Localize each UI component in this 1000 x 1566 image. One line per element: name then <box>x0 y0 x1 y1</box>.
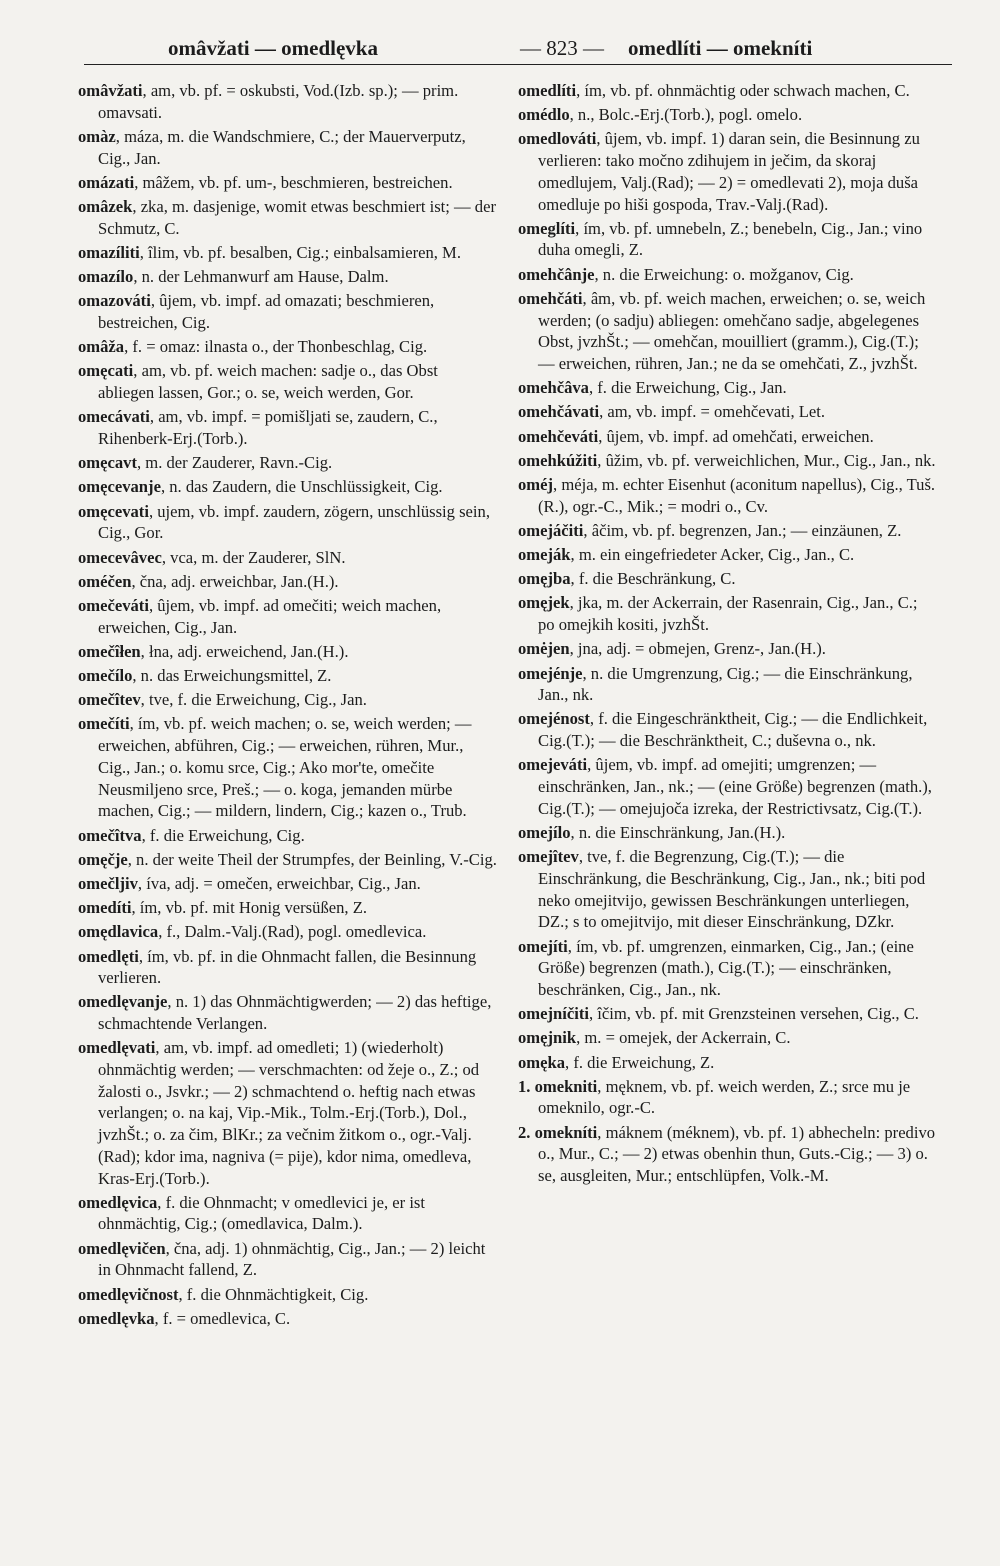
entry-headword: omedlęvičnost <box>78 1284 179 1304</box>
entry-definition: , m. der Zauderer, Ravn.-Cig. <box>136 453 333 473</box>
dictionary-entry <box>78 360 498 403</box>
dictionary-entry <box>78 1308 498 1330</box>
dictionary-entry <box>518 592 938 635</box>
entry-headword: omazílo <box>78 267 134 287</box>
dictionary-entry <box>78 689 498 711</box>
entry-definition: , jna, adj. = obmejen, Grenz-, Jan.(H.). <box>569 639 826 659</box>
entry-headword: omehčâva <box>518 378 589 398</box>
dictionary-entry <box>78 452 498 474</box>
entry-definition: , ûjem, vb. impf. ad omečiti; weich machen, erweichen, Cig., Jan. <box>98 595 442 637</box>
dictionary-entry <box>78 126 498 169</box>
dictionary-entry <box>78 849 498 871</box>
entry-headword: omehčânje <box>518 264 595 284</box>
dictionary-entry <box>78 1238 498 1281</box>
entry-headword: omâzek <box>78 197 133 217</box>
entry-definition: , n. die Einschränkung, Jan.(H.). <box>570 823 786 842</box>
entry-definition: , vca, m. der Zauderer, SlN. <box>161 547 346 567</box>
dictionary-entry <box>518 846 938 933</box>
dictionary-entry <box>518 754 938 819</box>
dictionary-entry <box>78 873 498 895</box>
entry-headword: omehkúžiti <box>518 450 598 470</box>
entry-definition: , n., Bolc.-Erj.(Torb.), pogl. omelo. <box>569 105 803 125</box>
dictionary-entry <box>518 401 938 423</box>
entry-definition: , f. = omaz: ilnasta o., der Thonbeschlag, Cig. <box>124 337 428 357</box>
entry-headword: omedlęvka <box>78 1308 155 1328</box>
entry-definition: , ûjem, vb. impf. ad omehčati, erweichen. <box>598 426 874 446</box>
entry-definition: , f. die Ohnmächtigkeit, Cig. <box>178 1284 369 1304</box>
dictionary-entry <box>78 946 498 989</box>
dictionary-entry <box>518 218 938 261</box>
dictionary-entry <box>518 822 938 844</box>
entry-definition: , máza, m. die Wandschmiere, C.; der Mauerverputz, Cig., Jan. <box>98 126 466 168</box>
entry-definition: , n. das Erweichungsmittel, Z. <box>132 666 332 686</box>
entry-headword: omęcevanje <box>78 477 161 497</box>
entry-definition: , tve, f. die Erweichung, Cig., Jan. <box>140 690 367 710</box>
dictionary-entry <box>518 264 938 286</box>
entry-headword: omeglíti <box>518 218 576 238</box>
entry-definition: , íva, adj. = omečen, erweichbar, Cig., Jan. <box>137 873 421 893</box>
dictionary-entry <box>78 476 498 498</box>
dictionary-entry <box>518 1076 938 1119</box>
dictionary-entry <box>518 450 938 472</box>
entry-definition: , łna, adj. erweichend, Jan.(H.). <box>140 641 349 661</box>
entry-definition: , čna, adj. 1) ohnmächtig, Cig., Jan.; — 2) leicht in Ohnmacht fallend, Z. <box>98 1238 486 1280</box>
dictionary-entry <box>78 336 498 358</box>
entry-headword: omedlęti <box>78 946 139 966</box>
dictionary-entry <box>78 406 498 449</box>
left-column <box>78 80 498 1332</box>
entry-definition: , f. die Eingeschränktheit, Cig.; — die Endlichkeit, Cig.(T.); — die Beschränktheit, C.; duševna o., nk. <box>538 709 928 751</box>
dictionary-entry <box>78 1284 498 1306</box>
entry-headword: omečîtva <box>78 825 142 845</box>
entry-definition: , f. die Erweichung, Z. <box>565 1052 715 1072</box>
dictionary-entry <box>518 80 938 102</box>
dictionary-entry <box>78 196 498 239</box>
entry-headword: omečeváti <box>78 595 149 615</box>
entry-definition: , ím, vb. pf. umnebeln, Z.; benebeln, Cig., Jan.; vino duha omegli, Z. <box>538 218 923 260</box>
entry-headword: omečljiv <box>78 873 138 893</box>
entry-headword: omehčávati <box>518 402 600 422</box>
dictionary-entry <box>518 936 938 1001</box>
entry-headword: omecávati <box>78 407 150 427</box>
entry-definition: , n. der weite Theil der Strumpfes, der Beinling, V.-Cig. <box>127 849 497 869</box>
entry-headword: omęcati <box>78 361 134 381</box>
entry-headword: omàz <box>78 126 116 146</box>
entry-headword: omedlęvica <box>78 1192 158 1212</box>
entry-headword: omęjba <box>518 569 571 589</box>
entry-headword: omejíti <box>518 936 568 956</box>
entry-headword: omęjnik <box>518 1028 577 1048</box>
entry-headword: omedlováti <box>518 129 597 149</box>
entry-definition: , mâžem, vb. pf. um-, beschmieren, bestreichen. <box>134 172 453 192</box>
dictionary-entry <box>78 172 498 194</box>
header-rule <box>84 64 952 65</box>
dictionary-entry <box>518 663 938 706</box>
entry-headword: omedlęvanje <box>78 992 168 1012</box>
dictionary-entry <box>78 825 498 847</box>
dictionary-entry <box>518 474 938 517</box>
entry-headword: omęjek <box>518 593 570 613</box>
entry-definition: , ím, vb. pf. mit Honig versüßen, Z. <box>131 898 367 918</box>
entry-headword: omečîłen <box>78 641 141 661</box>
entry-definition: , n. der Lehmanwurf am Hause, Dalm. <box>133 267 389 287</box>
entry-definition: , ûjem, vb. impf. 1) daran sein, die Besinnung zu verlieren: tako močno zdihujem in ječim, da skoraj omedlujem, Valj.(Rad); — 2) = omedlevati 2), moja duša omedluje po hiši gospoda, Trav.-Valj.(Rad). <box>538 129 920 214</box>
entry-definition: , am, vb. pf. weich machen: sadje o., das Obst abliegen lassen, Gor.; o. se, weich werden, Gor. <box>98 361 438 403</box>
entry-headword: omęčje <box>78 849 128 869</box>
page-header <box>80 28 950 64</box>
entry-headword: omeják <box>518 545 571 565</box>
entry-definition: , jka, m. der Ackerrain, der Rasenrain, Cig., Jan., C.; po omejkih kositi, jvzhŠt. <box>538 593 918 635</box>
entry-headword: omedlíti <box>518 81 577 100</box>
entry-definition: , am, vb. impf. ad omedleti; 1) (wiederholt) ohnmächtig werden; — verschmachten: od žeje o., Z.; od žalosti o., Jsvkr.; — 2) schmachtend o. heftig nach etwas verlangen; o. na kaj, Vip.-Mik., Tolm.-Erj.(Torb.), Dol., jvzhŠt.; o. za čim, BlKr.; za večnim žitkom o., ogr.-Valj.(Rad); kdor ima, nagniva (= pije), kdor nima, omedleva, Kras-Erj.(Torb.). <box>98 1038 480 1188</box>
entry-definition: , n. die Erweichung: o. možganov, Cig. <box>594 264 854 284</box>
entry-headword: oméčen <box>78 571 132 591</box>
dictionary-entry <box>518 708 938 751</box>
entry-definition: , âčim, vb. pf. begrenzen, Jan.; — einzäunen, Z. <box>583 520 902 540</box>
entry-definition: , m. = omejek, der Ackerrain, C. <box>576 1028 791 1048</box>
entry-headword: omęka <box>518 1052 566 1072</box>
entry-headword: omejeváti <box>518 755 588 775</box>
entry-headword: omedíti <box>78 898 132 918</box>
entry-definition: , n. das Zaudern, die Unschlüssigkeit, Cig. <box>160 477 443 497</box>
entry-headword: omejníčiti <box>518 1004 589 1024</box>
entry-definition: , n. 1) das Ohnmächtigwerden; — 2) das heftige, schmachtende Verlangen. <box>98 992 492 1034</box>
dictionary-entry <box>78 266 498 288</box>
dictionary-entry <box>518 128 938 215</box>
entry-headword: omázati <box>78 172 135 192</box>
entry-headword: omęcavt <box>78 453 137 473</box>
entry-definition: , ím, vb. pf. weich machen; o. se, weich werden; — erweichen, abführen, Cig.; — erweichen, rühren, Mur., Cig., Jan.; o. komu srce, Cig.; Ako mor'te, omečite Neusmiljeno srce, Preš.; — o. koga, jemanden mürbe machen, Cig.; — mildern, lindern, Cig.; kazen o., Trub. <box>98 714 472 821</box>
entry-headword: omazíliti <box>78 242 140 262</box>
entry-definition: , f. die Erweichung, Cig. <box>141 825 305 845</box>
entry-definition: , zka, m. dasjenige, womit etwas beschmiert ist; — der Schmutz, C. <box>98 197 496 238</box>
dictionary-entry <box>518 377 938 399</box>
dictionary-entry <box>78 595 498 638</box>
dictionary-entry <box>78 921 498 943</box>
entry-definition: , am, vb. impf. = omehčevati, Let. <box>599 402 826 422</box>
dictionary-entry <box>78 713 498 822</box>
dictionary-entry <box>518 1003 938 1025</box>
entry-headword: omehčáti <box>518 288 583 308</box>
entry-headword: omejílo <box>518 823 571 842</box>
dictionary-entry <box>518 568 938 590</box>
entry-headword: omazováti <box>78 291 151 311</box>
dictionary-entry <box>518 1052 938 1074</box>
entry-headword: omédlo <box>518 105 570 125</box>
header-left-guideword: omâvžati — omedlęvka <box>168 36 378 60</box>
dictionary-entry <box>78 242 498 264</box>
entry-headword: omehčeváti <box>518 426 599 446</box>
entry-headword: omâža <box>78 337 125 357</box>
dictionary-entry <box>78 1037 498 1189</box>
entry-definition: , ím, vb. pf. umgrenzen, einmarken, Cig., Jan.; (eine Größe) begrenzen (math.), Cig.(T.); — einschränken, beschränken, Cig., Jan., nk. <box>538 936 914 999</box>
entry-definition: , f. die Beschränkung, C. <box>570 569 736 589</box>
entry-definition: , îlim, vb. pf. besalben, Cig.; einbalsamieren, M. <box>139 242 461 262</box>
entry-headword: oméj <box>518 474 554 494</box>
dictionary-entry <box>78 991 498 1034</box>
dictionary-entry <box>518 288 938 375</box>
entry-headword: omęcevati <box>78 501 149 521</box>
dictionary-entry <box>518 426 938 448</box>
entry-headword: omędlavica <box>78 922 159 942</box>
dictionary-entry <box>518 544 938 566</box>
dictionary-entry <box>78 897 498 919</box>
entry-headword: omečílo <box>78 666 133 686</box>
entry-definition: , čna, adj. erweichbar, Jan.(H.). <box>131 571 339 591</box>
entry-headword: omejáčiti <box>518 520 584 540</box>
dictionary-entry <box>518 1122 938 1187</box>
dictionary-entry <box>518 1027 938 1049</box>
entry-definition: , ím, vb. pf. ohnmächtig oder schwach machen, C. <box>576 81 910 100</box>
entry-definition: , męknem, vb. pf. weich werden, Z.; srce mu je omeknilo, ogr.-C. <box>538 1076 911 1118</box>
header-right-guideword: omedlíti — omekníti <box>628 36 813 60</box>
dictionary-entry <box>78 665 498 687</box>
entry-headword: omedlęvati <box>78 1038 156 1058</box>
entry-definition: , ûjem, vb. impf. ad omazati; beschmieren, bestreichen, Cig. <box>98 291 435 333</box>
entry-definition: , n. die Umgrenzung, Cig.; — die Einschränkung, Jan., nk. <box>538 663 913 705</box>
entry-definition: , f., Dalm.-Valj.(Rad), pogl. omedlevica. <box>158 922 427 942</box>
entry-definition: , f. die Ohnmacht; v omedlevici je, er ist ohnmächtig, Cig.; (omedlavica, Dalm.). <box>98 1192 425 1234</box>
right-column <box>518 80 938 1189</box>
dictionary-entry <box>518 104 938 126</box>
page-number: — 823 — <box>520 36 604 60</box>
entry-headword: 1. omekniti <box>518 1076 598 1096</box>
entry-headword: omâvžati <box>78 81 143 100</box>
entry-headword: omecevâvec <box>78 547 162 567</box>
dictionary-entry <box>78 641 498 663</box>
entry-headword: omejénost <box>518 709 590 729</box>
dictionary-entry <box>518 520 938 542</box>
entry-headword: omejîtev <box>518 847 579 867</box>
dictionary-entry <box>518 638 938 660</box>
dictionary-entry <box>78 80 498 123</box>
entry-definition: , f. die Erweichung, Cig., Jan. <box>588 378 787 398</box>
entry-definition: , ûjem, vb. impf. ad omejiti; umgrenzen; — einschränken, Jan., nk.; — (eine Größe) begrenzen (math.), Cig.(T.); — omejujoča izreka, der Restrictivsatz, Cig.(T.). <box>538 755 932 818</box>
entry-definition: , am, vb. impf. = pomišljati se, zaudern, C., Rihenberk-Erj.(Torb.). <box>98 407 438 449</box>
entry-definition: , âm, vb. pf. weich machen, erweichen; o. se, weich werden; (o sadju) abliegen: omehčano sadje, abgelegenes Obst, jvzhŠt.; — omehčan, mouilliert (gramm.), Cig.(T.); — erweichen, rühren, Jan.; ne da se omehčati, Z., jvzhŠt. <box>538 288 926 373</box>
entry-definition: , m. ein eingefriedeter Acker, Cig., Jan., C. <box>570 545 855 565</box>
entry-headword: omečíti <box>78 714 130 734</box>
entry-definition: , f. = omedlevica, C. <box>154 1308 291 1328</box>
dictionary-entry <box>78 571 498 593</box>
dictionary-entry <box>78 501 498 544</box>
entry-headword: omėjen <box>518 639 570 659</box>
dictionary-entry <box>78 547 498 569</box>
entry-headword: 2. omekníti <box>518 1122 598 1142</box>
entry-definition: , tve, f. die Begrenzung, Cig.(T.); — die Einschränkung, die Beschränkung, Cig., Jan., nk.; biti pod neko omejitvijo, gewissen Beschränkungen unterliegen, DZ.; s to omejitvijo, mit dieser Einschränkung, DZkr. <box>538 847 926 932</box>
entry-definition: , ujem, vb. impf. zaudern, zögern, unschlüssig sein, Cig., Gor. <box>98 501 490 543</box>
entry-definition: , îčim, vb. pf. mit Grenzsteinen versehen, Cig., C. <box>588 1004 919 1024</box>
entry-headword: omejénje <box>518 663 583 683</box>
entry-headword: omečîtev <box>78 690 141 710</box>
entry-definition: , méja, m. echter Eisenhut (aconitum napellus), Cig., Tuš.(R.), ogr.-C., Mik.; = modri o., Cv. <box>538 474 936 516</box>
entry-definition: , ím, vb. pf. in die Ohnmacht fallen, die Besinnung verlieren. <box>98 946 477 988</box>
entry-definition: , máknem (méknem), vb. pf. 1) abhecheln: predivo o., Mur., C.; — 2) etwas obenhin thun, Guts.-Cig.; — 3) o. se, ausgleiten, Mur.; entschlüpfen, Volk.-M. <box>538 1122 936 1186</box>
entry-definition: , am, vb. pf. = oskubsti, Vod.(Izb. sp.); — prim. omavsati. <box>98 81 459 122</box>
dictionary-entry <box>78 290 498 333</box>
entry-headword: omedlęvičen <box>78 1238 166 1258</box>
entry-definition: , ûžim, vb. pf. verweichlichen, Mur., Cig., Jan., nk. <box>597 450 936 470</box>
dictionary-entry <box>78 1192 498 1235</box>
